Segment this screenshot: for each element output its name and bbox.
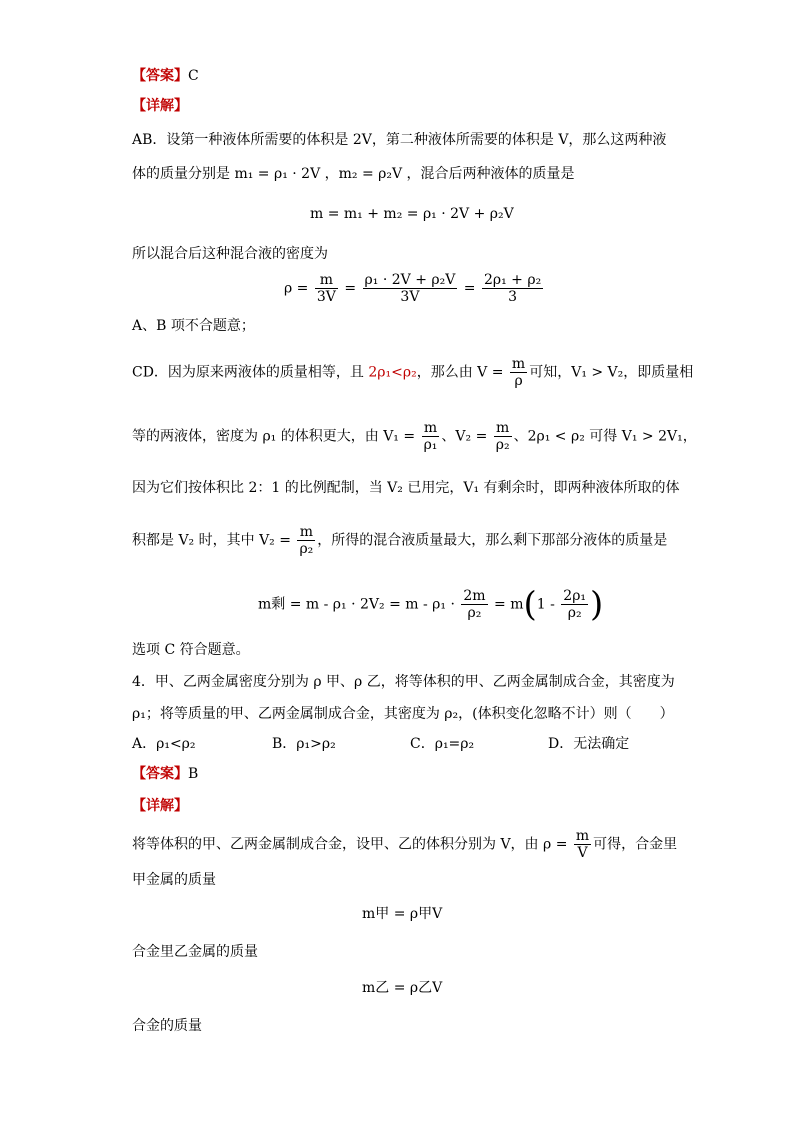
answer-value: B	[188, 766, 199, 782]
fraction: $\frac{m}{3V}$	[316, 272, 336, 305]
option-d: D．无法确定	[548, 736, 630, 752]
fraction: $\frac{\text{ρ₁ · 2V + ρ₂V}}{3V}$	[364, 272, 456, 305]
question-4-stem-line2: ρ₁；将等质量的甲、乙两金属制成合金，其密度为 ρ₂，(体积变化忽略不计）则（ ）	[132, 706, 674, 722]
cd-explanation-line4: 积都是 V₂ 时，其中 V₂ = $\frac{m}{\text{ρ₂}}$ ，所得的混合液质量最大，那么剩下那部分液体的质量是	[132, 524, 668, 557]
equation-mass-yi: m乙 = ρ乙V	[362, 980, 443, 996]
fraction: $\frac{m}{\text{ρ₁}}$	[423, 420, 438, 453]
equation-total-mass: m = m₁ + m₂ = ρ₁ · 2V + ρ₂V	[310, 206, 514, 222]
q4-detail-line2: 甲金属的质量	[132, 872, 216, 888]
answer-value: C	[188, 68, 199, 84]
option-a: A．ρ₁<ρ₂	[132, 736, 196, 752]
fraction: $\frac{m}{V}$	[575, 828, 590, 861]
option-b: B．ρ₁>ρ₂	[272, 736, 336, 752]
cd-explanation-line3: 因为它们按体积比 2：1 的比例配制，当 V₂ 已用完，V₁ 有剩余时，即两种液体所取的体	[132, 480, 680, 496]
question-4-stem-line1: 4．甲、乙两金属密度分别为 ρ 甲、ρ 乙，将等体积的甲、乙两金属制成合金，其密度为	[132, 674, 675, 690]
fraction: $\frac{m}{\text{ρ₂}}$	[299, 524, 314, 557]
fraction: $\frac{\text{2ρ₁}}{\text{ρ₂}}$	[563, 588, 587, 621]
fraction: $\frac{\text{2ρ₁ + ρ₂}}{3}$	[483, 272, 542, 305]
q4-detail-line1: 将等体积的甲、乙两金属制成合金，设甲、乙的体积分别为 V，由 ρ = $\frac{m}{V}$ 可得，合金里	[132, 828, 678, 861]
ab-explanation-line1: AB．设第一种液体所需要的体积是 2V，第二种液体所需要的体积是 V，那么这两种液	[132, 132, 667, 148]
q4-detail-line3: 合金里乙金属的质量	[132, 944, 258, 960]
equation-mixture-density: ρ = $\frac{m}{3V}$ = $\frac{\text{ρ₁ · 2V + ρ₂V}}{3V}$ = $\frac{\text{2ρ₁ + ρ₂}}{3}$	[284, 272, 542, 305]
fraction: $\frac{m}{\rho}$	[511, 356, 526, 389]
c-conclusion: 选项 C 符合题意。	[132, 642, 250, 658]
answer-tag: 【答案】	[132, 68, 188, 84]
answer-line-q4	[132, 764, 198, 784]
fraction: $\frac{2m}{\text{ρ₂}}$	[463, 588, 486, 621]
answer-line-q3	[132, 66, 199, 86]
answer-tag: 【答案】	[132, 766, 188, 782]
ab-conclusion: A、B 项不合题意；	[132, 318, 255, 334]
option-c: C．ρ₁=ρ₂	[410, 736, 475, 752]
equation-mass-jia: m甲 = ρ甲V	[362, 906, 443, 922]
ab-explanation-line2: 体的质量分别是 m₁ = ρ₁ · 2V ，m₂ = ρ₂V ，混合后两种液体的质量是	[132, 166, 575, 182]
equation-remaining-mass: m剩 = m - ρ₁ · 2V₂ = m - ρ₁ · $\frac{2m}{\text{ρ₂}}$ = m(1 - $\frac{\text{2ρ₁}}{\text{ρ₂}}$ )	[258, 584, 604, 625]
cd-explanation-line1: CD．因为原来两液体的质量相等，且 2ρ₁<ρ₂，那么由 V = $\frac{m}{\rho}$ 可知，V₁ > V₂，即质量相	[132, 356, 694, 389]
q4-detail-line4: 合金的质量	[132, 1018, 202, 1034]
density-intro: 所以混合后这种混合液的密度为	[132, 246, 328, 262]
cd-explanation-line2: 等的两液体，密度为 ρ₁ 的体积更大，由 V₁ = $\frac{m}{\text{ρ₁}}$ 、V₂ = $\frac{m}{\text{ρ₂}}$ 、2ρ₁ < ρ₂ 可得 V₁ > 2V₁，	[132, 420, 697, 453]
detail-tag-q4: 【详解】	[132, 798, 188, 814]
fraction: $\frac{m}{\text{ρ₂}}$	[495, 420, 510, 453]
detail-tag-q3: 【详解】	[132, 98, 188, 114]
